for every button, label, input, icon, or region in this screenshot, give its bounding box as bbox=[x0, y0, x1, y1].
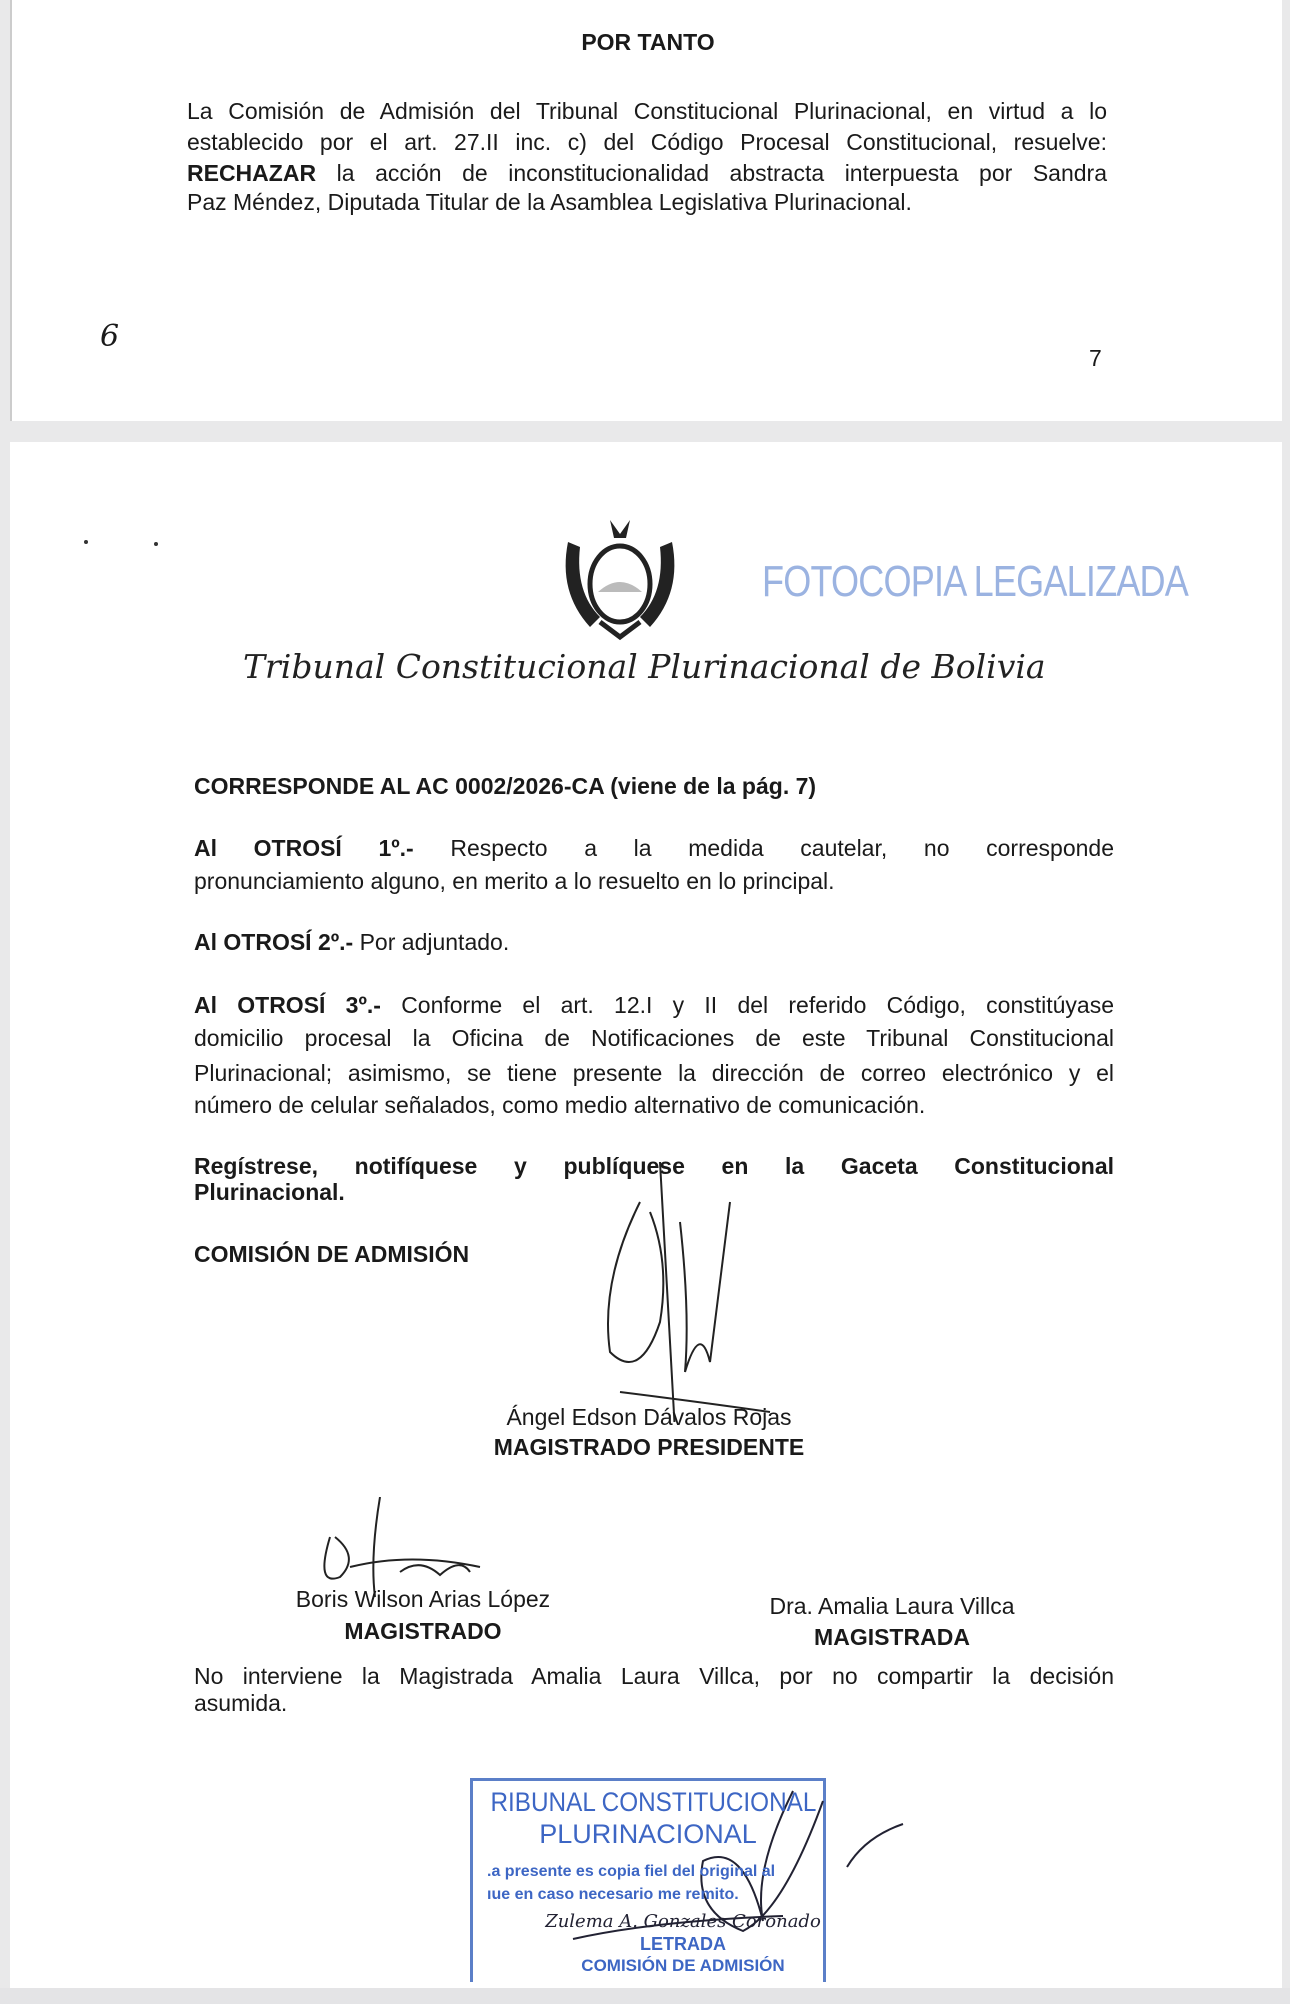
registrese-line: Plurinacional. bbox=[194, 1179, 345, 1205]
otrosi-1 bbox=[194, 833, 1114, 863]
magistrada-title: MAGISTRADA bbox=[814, 1624, 970, 1650]
seal-signer: Zulema A. Gonzales Coronado bbox=[545, 1911, 821, 1932]
seal-line: .a presente es copia fiel del original al bbox=[487, 1863, 776, 1880]
corresponde-line: CORRESPONDE AL AC 0002/2026-CA (viene de la pág. 7) bbox=[194, 773, 817, 799]
resolution-text: la acción de inconstitucionalidad abstracta interpuesta por Sandra bbox=[336, 160, 1108, 186]
resolution-line: La Comisión de Admisión del Tribunal Constitucional Plurinacional, en virtud a lo bbox=[187, 98, 1107, 124]
coat-of-arms-icon bbox=[550, 512, 690, 642]
resolution-line bbox=[187, 158, 1107, 188]
otrosi-2 bbox=[194, 927, 509, 957]
otrosi-1-text: Respecto a la medida cautelar, no corresponde bbox=[450, 835, 1114, 861]
otrosi-3-line: Plurinacional; asimismo, se tiene presente la dirección de correo electrónico y el bbox=[194, 1060, 1114, 1086]
resolution-line: establecido por el art. 27.II inc. c) del Código Procesal Constitucional, resuelve: bbox=[187, 129, 1107, 155]
fotocopia-legalizada-stamp: FOTOCOPIA LEGALIZADA bbox=[762, 557, 1189, 606]
otrosi-2-text: Por adjuntado. bbox=[359, 929, 510, 955]
otrosi-3-line: domicilio procesal la Oficina de Notificaciones de este Tribunal Constitucional bbox=[194, 1025, 1114, 1051]
comision-heading: COMISIÓN DE ADMISIÓN bbox=[194, 1241, 470, 1267]
magistrado-title: MAGISTRADO bbox=[344, 1618, 502, 1644]
speck bbox=[154, 542, 158, 546]
president-title: MAGISTRADO PRESIDENTE bbox=[493, 1434, 805, 1460]
registrese-line: Regístrese, notifíquese y publíquese en la Gaceta Constitucional bbox=[194, 1153, 1114, 1179]
note-line: asumida. bbox=[194, 1690, 288, 1716]
note-line: No interviene la Magistrada Amalia Laura Villca, por no compartir la decisión bbox=[194, 1663, 1114, 1689]
otrosi-1-line: pronunciamiento alguno, en merito a lo resuelto en lo principal. bbox=[194, 868, 835, 894]
letterhead: Tribunal Constitucional Plurinacional de Bolivia bbox=[243, 647, 1046, 686]
page-top bbox=[10, 0, 1282, 421]
bottom-edge bbox=[0, 1988, 1290, 2004]
magistrada-name: Dra. Amalia Laura Villca bbox=[769, 1593, 1015, 1619]
seal-line: PLURINACIONAL bbox=[539, 1819, 757, 1849]
otrosi-3-label: Al OTROSÍ 3º.- bbox=[194, 992, 381, 1018]
seal-dept: COMISIÓN DE ADMISIÓN bbox=[581, 1956, 785, 1975]
otrosi-2-label: Al OTROSÍ 2º.- bbox=[194, 929, 354, 955]
certification-seal bbox=[470, 1778, 826, 1982]
otrosi-1-label: Al OTROSÍ 1º.- bbox=[194, 835, 414, 861]
president-name: Ángel Edson Dávalos Rojas bbox=[506, 1404, 792, 1430]
otrosi-3-line: número de celular señalados, como medio alternativo de comunicación. bbox=[194, 1092, 926, 1118]
seal-line: RIBUNAL CONSTITUCIONAL bbox=[490, 1787, 817, 1817]
otrosi-3 bbox=[194, 990, 1114, 1020]
rechazar-word: RECHAZAR bbox=[187, 160, 317, 186]
handwritten-mark: 6 bbox=[100, 319, 120, 354]
speck bbox=[84, 540, 88, 544]
seal-line: ıue en caso necesario me remito. bbox=[487, 1886, 739, 1903]
magistrado-name: Boris Wilson Arias López bbox=[295, 1586, 551, 1612]
page-main bbox=[10, 442, 1282, 1988]
otrosi-3-text: Conforme el art. 12.I y II del referido Código, constitúyase bbox=[401, 992, 1115, 1018]
page-number: 7 bbox=[1089, 345, 1102, 371]
pen-stroke-icon bbox=[845, 1822, 905, 1872]
president-signature-icon bbox=[580, 1162, 780, 1422]
seal-role: LETRADA bbox=[640, 1934, 726, 1954]
heading-por-tanto: POR TANTO bbox=[581, 29, 715, 55]
resolution-line: Paz Méndez, Diputada Titular de la Asamblea Legislativa Plurinacional. bbox=[187, 189, 912, 215]
